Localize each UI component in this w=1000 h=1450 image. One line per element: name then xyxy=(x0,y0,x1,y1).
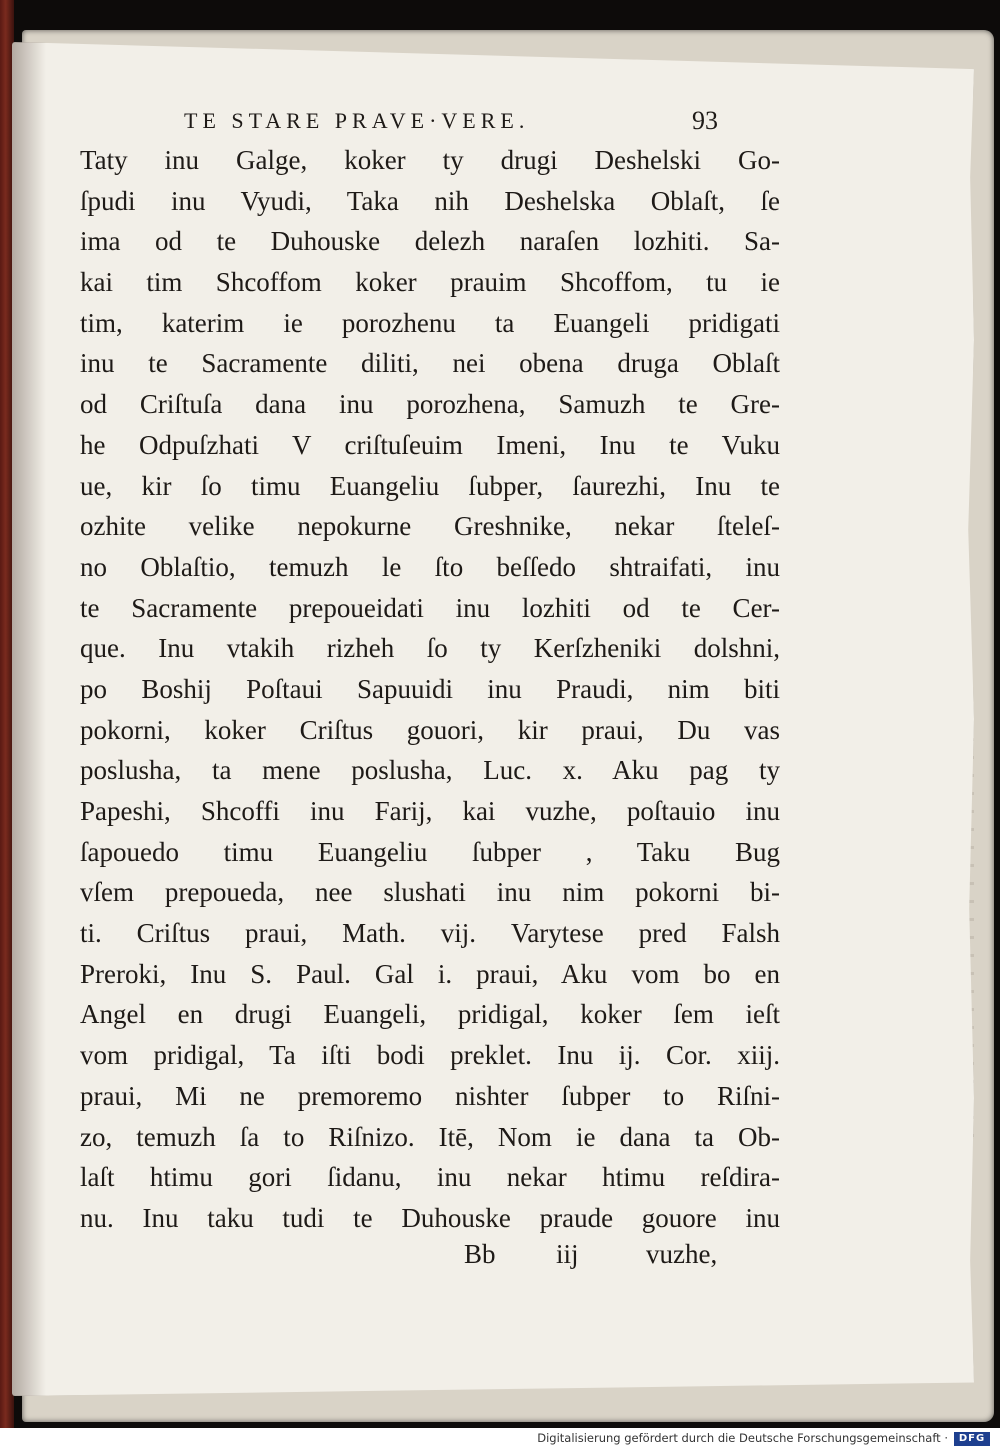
signature-mark: Bb xyxy=(464,1238,496,1269)
text-line: ima od te Duhouske delezh naraſen lozhiti. Sa- xyxy=(80,226,780,257)
text-line: laſt htimu gori ſidanu, inu nekar htimu reſdira- xyxy=(80,1162,780,1193)
text-line: inu te Sacramente diliti, nei obena druga Oblaſt xyxy=(80,348,780,379)
funding-notice: Digitalisierung gefördert durch die Deutsche Forschungsgemeinschaft · xyxy=(537,1431,948,1445)
text-line: tim, katerim ie porozhenu ta Euangeli pridigati xyxy=(80,307,780,338)
text-line: Taty inu Galge, koker ty drugi Deshelski Go- xyxy=(80,145,780,175)
text-line: ſapouedo timu Euangeliu ſubper , Taku Bug xyxy=(80,836,780,867)
signature-line xyxy=(80,1239,780,1279)
body-text xyxy=(80,140,780,1239)
text-line: od Criſtuſa dana inu porozhena, Samuzh te Gre- xyxy=(80,389,780,420)
running-title: TE STARE PRAVE·VERE. xyxy=(184,108,530,133)
text-line: Preroki, Inu S. Paul. Gal i. praui, Aku vom bo en xyxy=(80,958,780,989)
page-number: 93 xyxy=(692,106,718,135)
text-line: zo, temuzh ſa to Riſnizo. Itē, Nom ie dana ta Ob- xyxy=(80,1121,780,1152)
text-line: nu. Inu taku tudi te Duhouske praude gouore inu xyxy=(80,1202,780,1233)
text-line: he Odpuſzhati V criſtuſeuim Imeni, Inu te Vuku xyxy=(80,429,780,460)
text-line: que. Inu vtakih rizheh ſo ty Kerſzheniki dolshni, xyxy=(80,633,780,664)
text-line: pokorni, koker Criſtus gouori, kir praui, Du vas xyxy=(80,714,780,745)
dfg-logo: DFG xyxy=(954,1432,990,1446)
text-line: poslusha, ta mene poslusha, Luc. x. Aku pag ty xyxy=(80,755,780,786)
text-line: vſem prepoueda, nee slushati inu nim pokorni bi- xyxy=(80,877,780,908)
binding-edge xyxy=(0,0,14,1450)
text-line: vom pridigal, Ta iſti bodi preklet. Inu iј. Cor. xiiј. xyxy=(80,1040,780,1071)
text-line: no Oblaſtio, temuzh le ſto beſſedo shtraifati, inu xyxy=(80,551,780,582)
footer-bar xyxy=(0,1428,1000,1450)
text-line: ue, kir ſo timu Euangeliu ſubper, ſaurezhi, Inu te xyxy=(80,470,780,501)
page-text-block xyxy=(80,104,780,1279)
text-line: ti. Criſtus praui, Math. viј. Varytese pred Falsh xyxy=(80,918,780,949)
signature-leaf: iiј xyxy=(556,1238,579,1269)
text-line: Papeshi, Shcoffi inu Fariј, kai vuzhe, poſtauio inu xyxy=(80,796,780,826)
text-line: po Boshiј Poſtaui Sapuuidi inu Praudi, nim biti xyxy=(80,673,780,704)
running-head xyxy=(80,104,780,140)
catchword: vuzhe, xyxy=(646,1238,718,1269)
text-line: ozhite velike nepokurne Greshnike, nekar ſteleſ- xyxy=(80,511,780,542)
text-line: ſpudi inu Vyudi, Taka nih Deshelska Oblaſt, ſe xyxy=(80,185,780,216)
text-line: praui, Mi ne premoremo nishter ſubper to Riſni- xyxy=(80,1080,780,1111)
text-line: kai tim Shcoffom koker prauim Shcoffom, tu ie xyxy=(80,267,780,298)
text-line: Angel en drugi Euangeli, pridigal, koker ſem ieſt xyxy=(80,999,780,1030)
text-line: te Sacramente prepoueidati inu lozhiti od te Cer- xyxy=(80,592,780,623)
